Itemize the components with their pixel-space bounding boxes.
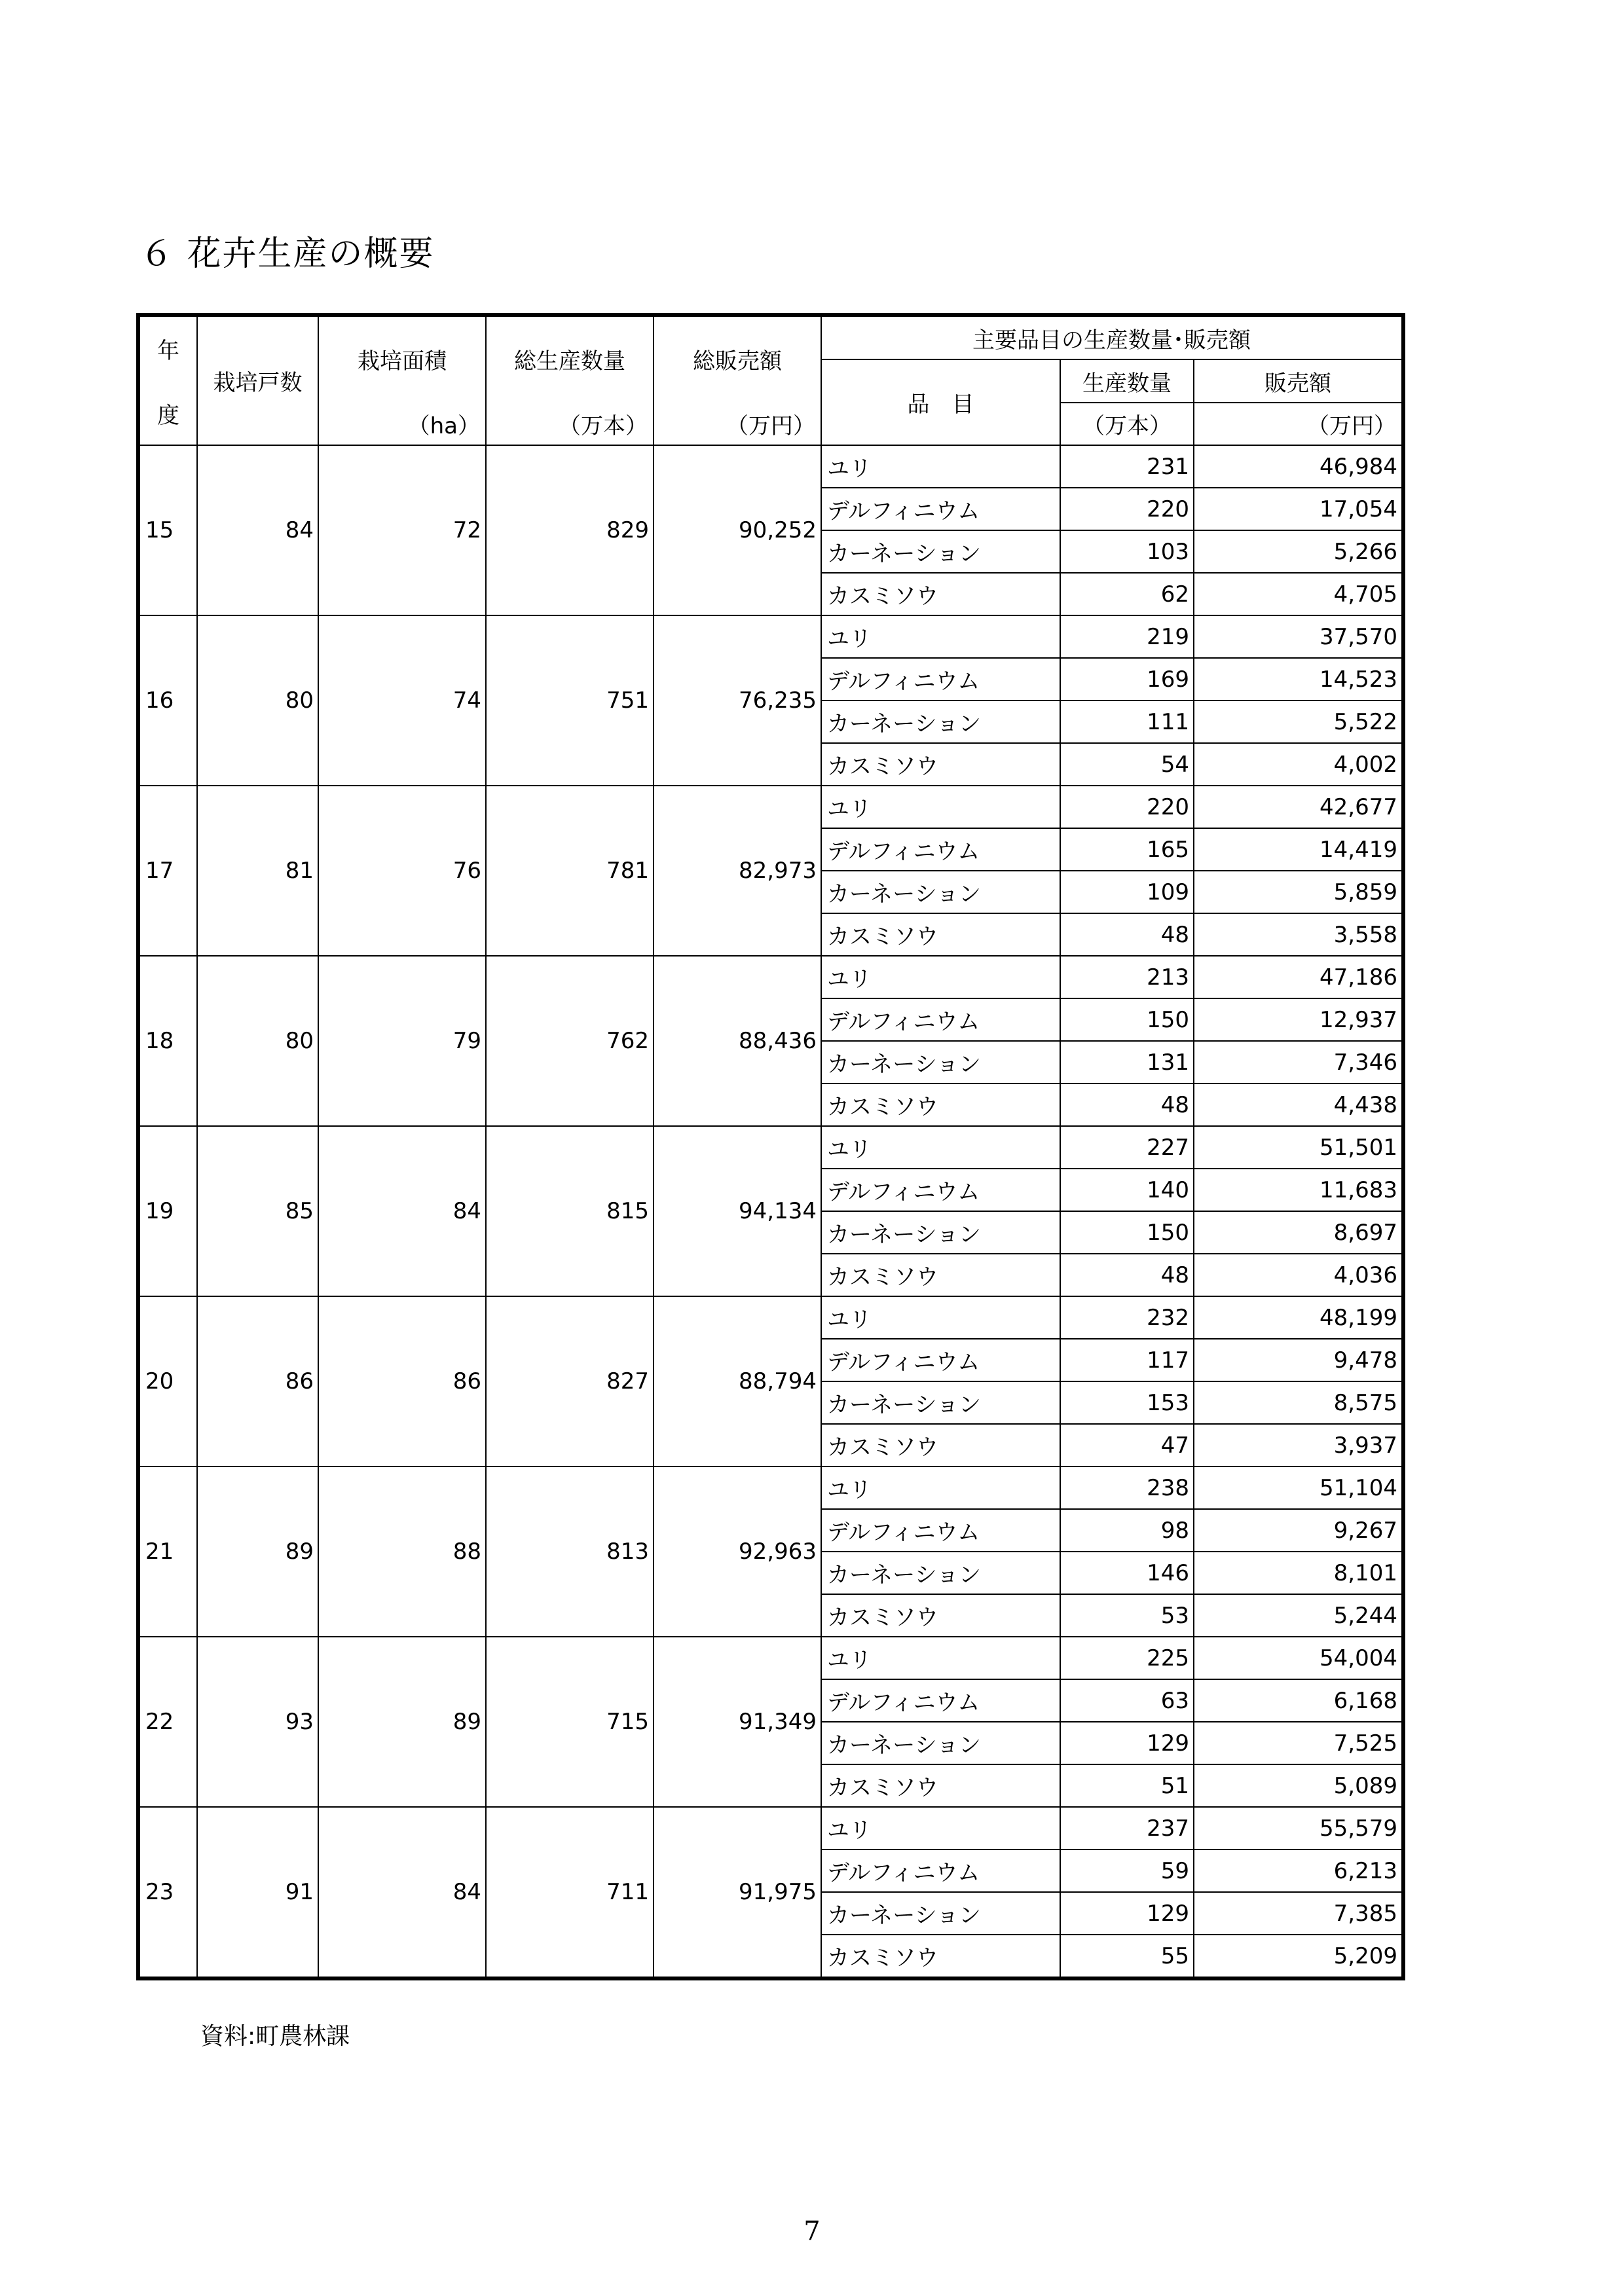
item-sales-cell: 12,937 — [1194, 998, 1403, 1041]
item-sales-cell: 9,267 — [1194, 1509, 1403, 1552]
item-name-cell: ユリ — [821, 1126, 1060, 1169]
header-total-qty-unit: （万本） — [559, 413, 648, 439]
header-households: 栽培戸数 — [197, 315, 318, 445]
item-qty-cell: 117 — [1060, 1339, 1194, 1381]
item-sales-cell: 5,859 — [1194, 871, 1403, 913]
item-name-cell: カスミソウ — [821, 1594, 1060, 1637]
item-qty-cell: 231 — [1060, 445, 1194, 488]
households-cell: 84 — [197, 445, 318, 615]
table-row — [138, 445, 1403, 488]
item-qty-cell: 213 — [1060, 956, 1194, 998]
item-qty-cell: 129 — [1060, 1722, 1194, 1764]
item-qty-cell: 225 — [1060, 1637, 1194, 1679]
year-cell: 23 — [138, 1807, 197, 1978]
area-cell: 84 — [318, 1807, 486, 1978]
header-total-qty — [486, 315, 654, 445]
total-sales-cell: 88,436 — [654, 956, 821, 1126]
item-sales-cell: 5,244 — [1194, 1594, 1403, 1637]
households-cell: 80 — [197, 956, 318, 1126]
item-qty-cell: 150 — [1060, 1211, 1194, 1254]
item-sales-cell: 7,385 — [1194, 1892, 1403, 1935]
item-sales-cell: 54,004 — [1194, 1637, 1403, 1679]
area-cell: 79 — [318, 956, 486, 1126]
year-cell: 22 — [138, 1637, 197, 1807]
item-qty-cell: 63 — [1060, 1679, 1194, 1722]
item-name-cell: カーネーション — [821, 1041, 1060, 1084]
area-cell: 76 — [318, 786, 486, 956]
header-year — [138, 315, 197, 445]
item-name-cell: ユリ — [821, 1807, 1060, 1850]
item-name-cell: カスミソウ — [821, 1084, 1060, 1126]
item-name-cell: ユリ — [821, 1637, 1060, 1679]
total-qty-cell: 815 — [486, 1126, 654, 1296]
item-name-cell: カスミソウ — [821, 743, 1060, 786]
item-qty-cell: 48 — [1060, 913, 1194, 956]
item-qty-cell: 220 — [1060, 786, 1194, 828]
total-sales-cell: 91,349 — [654, 1637, 821, 1807]
header-year-top: 年 — [157, 337, 179, 364]
households-cell: 86 — [197, 1296, 318, 1467]
item-name-cell: カスミソウ — [821, 1935, 1060, 1978]
item-name-cell: カーネーション — [821, 1892, 1060, 1935]
item-qty-cell: 165 — [1060, 828, 1194, 871]
item-qty-cell: 220 — [1060, 488, 1194, 530]
total-qty-cell: 711 — [486, 1807, 654, 1978]
item-sales-cell: 3,558 — [1194, 913, 1403, 956]
item-sales-cell: 5,266 — [1194, 530, 1403, 573]
item-name-cell: カーネーション — [821, 530, 1060, 573]
page-title: ６ 花卉生産の概要 — [139, 234, 435, 274]
item-qty-cell: 150 — [1060, 998, 1194, 1041]
item-name-cell: デルフィニウム — [821, 1679, 1060, 1722]
households-cell: 93 — [197, 1637, 318, 1807]
item-name-cell: デルフィニウム — [821, 1850, 1060, 1892]
item-name-cell: デルフィニウム — [821, 998, 1060, 1041]
item-sales-cell: 46,984 — [1194, 445, 1403, 488]
item-sales-cell: 14,523 — [1194, 658, 1403, 701]
year-cell: 18 — [138, 956, 197, 1126]
item-sales-cell: 4,438 — [1194, 1084, 1403, 1126]
total-qty-cell: 813 — [486, 1467, 654, 1637]
year-cell: 16 — [138, 615, 197, 786]
item-sales-cell: 4,036 — [1194, 1254, 1403, 1296]
source-note: 資料:町農林課 — [200, 2023, 350, 2050]
page-number: 7 — [803, 2216, 821, 2246]
item-qty-cell: 131 — [1060, 1041, 1194, 1084]
item-name-cell: ユリ — [821, 615, 1060, 658]
item-qty-cell: 237 — [1060, 1807, 1194, 1850]
item-qty-cell: 48 — [1060, 1084, 1194, 1126]
total-sales-cell: 94,134 — [654, 1126, 821, 1296]
total-sales-cell: 92,963 — [654, 1467, 821, 1637]
item-name-cell: カスミソウ — [821, 573, 1060, 615]
item-name-cell: カーネーション — [821, 1552, 1060, 1594]
item-qty-cell: 59 — [1060, 1850, 1194, 1892]
item-name-cell: カーネーション — [821, 871, 1060, 913]
item-name-cell: デルフィニウム — [821, 1339, 1060, 1381]
header-qty: 生産数量 — [1060, 359, 1194, 403]
item-name-cell: デルフィニウム — [821, 1169, 1060, 1211]
item-name-cell: デルフィニウム — [821, 828, 1060, 871]
item-sales-cell: 5,522 — [1194, 701, 1403, 743]
year-cell: 19 — [138, 1126, 197, 1296]
total-qty-cell: 827 — [486, 1296, 654, 1467]
item-name-cell: ユリ — [821, 1296, 1060, 1339]
total-qty-cell: 715 — [486, 1637, 654, 1807]
item-name-cell: カーネーション — [821, 701, 1060, 743]
item-qty-cell: 55 — [1060, 1935, 1194, 1978]
item-sales-cell: 17,054 — [1194, 488, 1403, 530]
item-sales-cell: 5,209 — [1194, 1935, 1403, 1978]
area-cell: 72 — [318, 445, 486, 615]
item-qty-cell: 111 — [1060, 701, 1194, 743]
year-cell: 15 — [138, 445, 197, 615]
header-year-bottom: 度 — [157, 402, 179, 429]
item-sales-cell: 6,213 — [1194, 1850, 1403, 1892]
item-sales-cell: 8,575 — [1194, 1381, 1403, 1424]
item-sales-cell: 51,104 — [1194, 1467, 1403, 1509]
item-sales-cell: 3,937 — [1194, 1424, 1403, 1467]
item-sales-cell: 42,677 — [1194, 786, 1403, 828]
item-sales-cell: 47,186 — [1194, 956, 1403, 998]
total-qty-cell: 781 — [486, 786, 654, 956]
year-cell: 21 — [138, 1467, 197, 1637]
households-cell: 89 — [197, 1467, 318, 1637]
area-cell: 74 — [318, 615, 486, 786]
item-sales-cell: 55,579 — [1194, 1807, 1403, 1850]
item-sales-cell: 4,002 — [1194, 743, 1403, 786]
total-sales-cell: 88,794 — [654, 1296, 821, 1467]
table-row — [138, 1637, 1403, 1679]
households-cell: 91 — [197, 1807, 318, 1978]
table-row — [138, 1467, 1403, 1509]
item-qty-cell: 153 — [1060, 1381, 1194, 1424]
households-cell: 80 — [197, 615, 318, 786]
item-name-cell: カスミソウ — [821, 913, 1060, 956]
item-sales-cell: 4,705 — [1194, 573, 1403, 615]
item-qty-cell: 169 — [1060, 658, 1194, 701]
item-qty-cell: 238 — [1060, 1467, 1194, 1509]
item-sales-cell: 14,419 — [1194, 828, 1403, 871]
header-area-unit: （ha） — [407, 413, 480, 439]
item-sales-cell: 7,525 — [1194, 1722, 1403, 1764]
item-qty-cell: 51 — [1060, 1764, 1194, 1807]
item-name-cell: デルフィニウム — [821, 488, 1060, 530]
header-sales: 販売額 — [1194, 359, 1403, 403]
header-area — [318, 315, 486, 445]
header-major-items: 主要品目の生産数量･販売額 — [821, 315, 1403, 359]
item-name-cell: ユリ — [821, 786, 1060, 828]
total-sales-cell: 76,235 — [654, 615, 821, 786]
table-row — [138, 615, 1403, 658]
item-name-cell: デルフィニウム — [821, 1509, 1060, 1552]
item-name-cell: カスミソウ — [821, 1424, 1060, 1467]
total-qty-cell: 762 — [486, 956, 654, 1126]
total-sales-cell: 90,252 — [654, 445, 821, 615]
total-sales-cell: 82,973 — [654, 786, 821, 956]
total-qty-cell: 829 — [486, 445, 654, 615]
header-total-qty-label: 総生産数量 — [514, 348, 625, 374]
item-qty-cell: 47 — [1060, 1424, 1194, 1467]
item-qty-cell: 53 — [1060, 1594, 1194, 1637]
item-sales-cell: 37,570 — [1194, 615, 1403, 658]
item-sales-cell: 51,501 — [1194, 1126, 1403, 1169]
item-qty-cell: 48 — [1060, 1254, 1194, 1296]
item-qty-cell: 232 — [1060, 1296, 1194, 1339]
households-cell: 85 — [197, 1126, 318, 1296]
item-qty-cell: 103 — [1060, 530, 1194, 573]
table-row — [138, 786, 1403, 828]
item-qty-cell: 146 — [1060, 1552, 1194, 1594]
item-qty-cell: 109 — [1060, 871, 1194, 913]
flower-production-table — [136, 313, 1405, 1980]
table-row — [138, 1807, 1403, 1850]
year-cell: 17 — [138, 786, 197, 956]
header-qty-unit: （万本） — [1060, 403, 1194, 445]
item-sales-cell: 9,478 — [1194, 1339, 1403, 1381]
item-name-cell: カーネーション — [821, 1381, 1060, 1424]
item-name-cell: カスミソウ — [821, 1764, 1060, 1807]
item-sales-cell: 6,168 — [1194, 1679, 1403, 1722]
item-sales-cell: 48,199 — [1194, 1296, 1403, 1339]
table-row — [138, 1126, 1403, 1169]
header-total-sales — [654, 315, 821, 445]
table-row — [138, 956, 1403, 998]
area-cell: 86 — [318, 1296, 486, 1467]
area-cell: 84 — [318, 1126, 486, 1296]
item-qty-cell: 54 — [1060, 743, 1194, 786]
item-name-cell: カーネーション — [821, 1722, 1060, 1764]
item-qty-cell: 140 — [1060, 1169, 1194, 1211]
table-row — [138, 1296, 1403, 1339]
item-sales-cell: 8,101 — [1194, 1552, 1403, 1594]
total-sales-cell: 91,975 — [654, 1807, 821, 1978]
item-qty-cell: 227 — [1060, 1126, 1194, 1169]
item-name-cell: カスミソウ — [821, 1254, 1060, 1296]
item-qty-cell: 98 — [1060, 1509, 1194, 1552]
households-cell: 81 — [197, 786, 318, 956]
item-sales-cell: 7,346 — [1194, 1041, 1403, 1084]
item-qty-cell: 62 — [1060, 573, 1194, 615]
item-name-cell: ユリ — [821, 956, 1060, 998]
item-qty-cell: 129 — [1060, 1892, 1194, 1935]
item-sales-cell: 11,683 — [1194, 1169, 1403, 1211]
item-sales-cell: 8,697 — [1194, 1211, 1403, 1254]
area-cell: 89 — [318, 1637, 486, 1807]
item-name-cell: ユリ — [821, 1467, 1060, 1509]
area-cell: 88 — [318, 1467, 486, 1637]
item-sales-cell: 5,089 — [1194, 1764, 1403, 1807]
item-name-cell: ユリ — [821, 445, 1060, 488]
header-total-sales-unit: （万円） — [726, 413, 815, 439]
header-area-label: 栽培面積 — [358, 348, 447, 374]
header-total-sales-label: 総販売額 — [693, 348, 782, 374]
total-qty-cell: 751 — [486, 615, 654, 786]
header-item: 品 目 — [821, 359, 1060, 445]
year-cell: 20 — [138, 1296, 197, 1467]
header-sales-unit: （万円） — [1194, 403, 1403, 445]
item-name-cell: デルフィニウム — [821, 658, 1060, 701]
item-name-cell: カーネーション — [821, 1211, 1060, 1254]
item-qty-cell: 219 — [1060, 615, 1194, 658]
